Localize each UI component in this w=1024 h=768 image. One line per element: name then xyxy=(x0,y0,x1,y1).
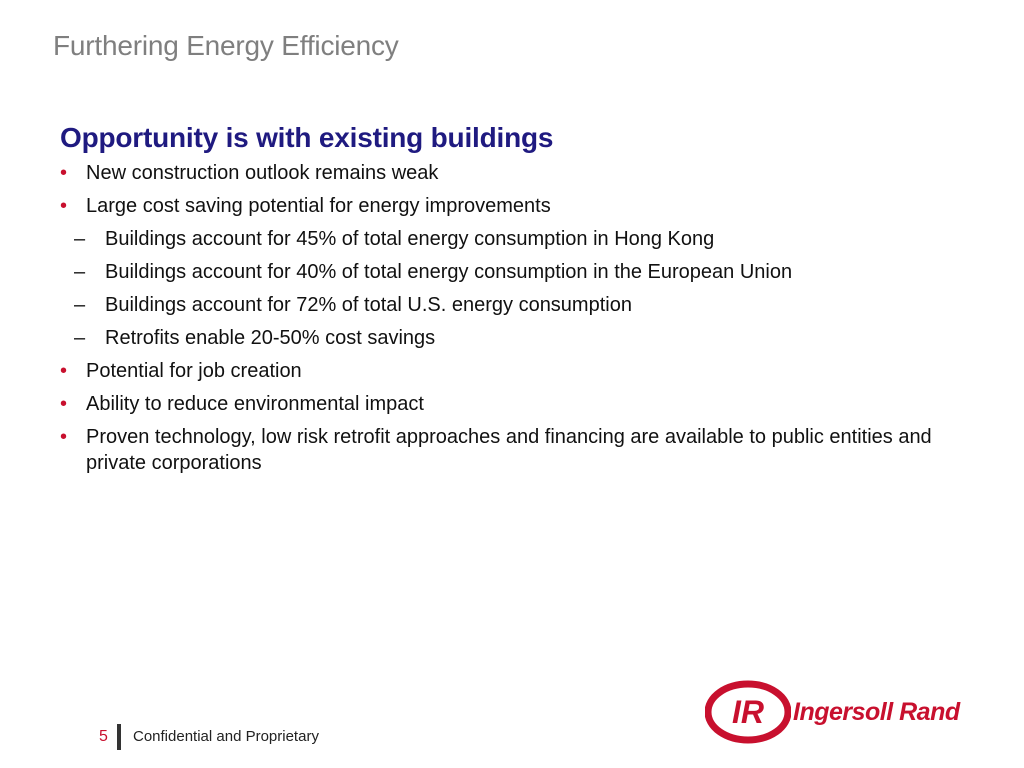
company-logo xyxy=(705,678,960,746)
sub-bullet-text: Retrofits enable 20-50% cost savings xyxy=(105,327,436,349)
section-heading: Opportunity is with existing buildings xyxy=(60,122,554,153)
slide-title: Furthering Energy Efficiency xyxy=(53,30,399,61)
sub-bullet-text: Buildings account for 45% of total energy consumption in Hong Kong xyxy=(105,228,715,250)
bullet-icon: • xyxy=(60,360,68,382)
bullet-icon: • xyxy=(60,195,68,217)
bullet-text: Proven technology, low risk retrofit approaches and financing are available to public entities and private corporations xyxy=(86,426,932,474)
logo-wordmark: Ingersoll Rand xyxy=(793,697,960,726)
bullet-icon: • xyxy=(60,393,68,415)
bullet-text: New construction outlook remains weak xyxy=(86,162,439,184)
sub-bullet-item xyxy=(60,292,960,318)
sub-bullet-text: Buildings account for 72% of total U.S. energy consumption xyxy=(105,294,632,316)
confidential-notice: Confidential and Proprietary xyxy=(133,728,319,745)
bullet-item xyxy=(60,391,960,417)
bullet-text: Potential for job creation xyxy=(86,360,302,382)
dash-icon: – xyxy=(74,327,86,349)
dash-icon: – xyxy=(74,228,86,250)
ir-logo-icon xyxy=(705,680,791,744)
sub-bullet-list xyxy=(60,226,960,351)
bullet-text: Ability to reduce environmental impact xyxy=(86,393,424,415)
page-number: 5 xyxy=(99,728,108,745)
footer-divider xyxy=(117,724,121,750)
sub-bullet-item xyxy=(60,325,960,351)
bullet-item xyxy=(60,193,960,351)
dash-icon: – xyxy=(74,294,86,316)
bullet-icon: • xyxy=(60,162,68,184)
sub-bullet-text: Buildings account for 40% of total energy consumption in the European Union xyxy=(105,261,793,283)
bullet-item xyxy=(60,160,960,186)
slide-content xyxy=(60,122,960,483)
bullet-item xyxy=(60,424,960,476)
bullet-icon: • xyxy=(60,426,68,448)
sub-bullet-item xyxy=(60,226,960,252)
dash-icon: – xyxy=(74,261,86,283)
sub-bullet-item xyxy=(60,259,960,285)
bullet-text: Large cost saving potential for energy improvements xyxy=(86,195,551,217)
bullet-list xyxy=(60,160,960,476)
svg-text:IR: IR xyxy=(732,694,764,730)
bullet-item xyxy=(60,358,960,384)
